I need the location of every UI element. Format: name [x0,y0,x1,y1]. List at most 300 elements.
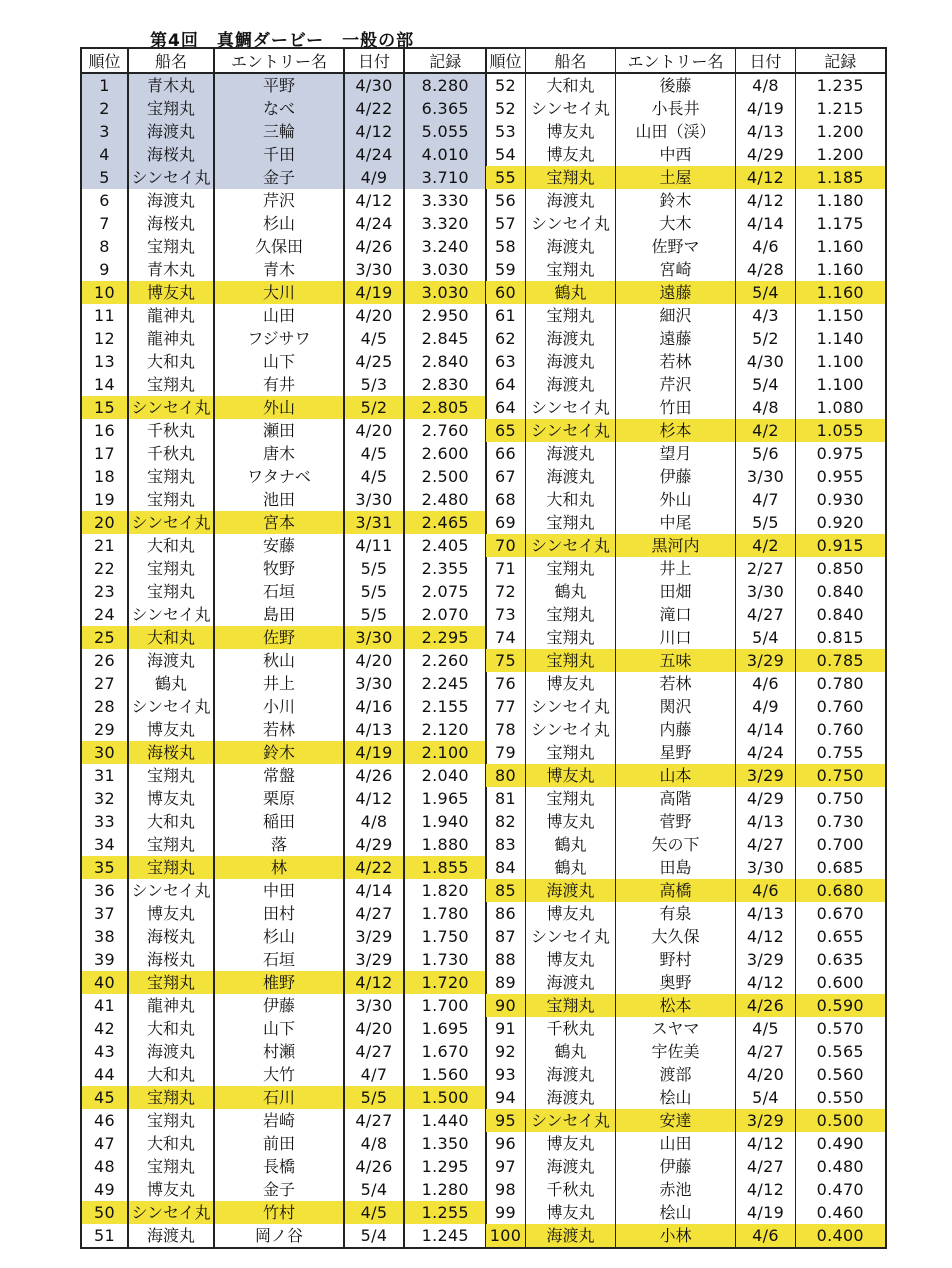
cell-date: 5/4 [736,1086,796,1109]
cell-entrant: 後藤 [616,73,736,97]
results-table-left [80,47,487,1249]
cell-date: 4/12 [736,925,796,948]
table-row [81,235,486,258]
table-row [486,626,886,649]
cell-entrant: 大木 [616,212,736,235]
table-row [81,718,486,741]
cell-entrant: 久保田 [214,235,344,258]
table-row [81,189,486,212]
table-row [486,304,886,327]
table-row [81,212,486,235]
cell-date: 4/25 [344,350,404,373]
cell-date: 4/8 [344,810,404,833]
cell-boat: 海渡丸 [128,1224,214,1248]
cell-entrant: 竹村 [214,1201,344,1224]
cell-boat: 海桜丸 [128,948,214,971]
table-row [81,511,486,534]
cell-rank: 47 [81,1132,128,1155]
table-row [486,212,886,235]
cell-rank: 56 [486,189,526,212]
cell-rank: 88 [486,948,526,971]
cell-record: 0.840 [796,580,886,603]
cell-date: 2/27 [736,557,796,580]
cell-date: 4/27 [736,833,796,856]
table-row [81,419,486,442]
cell-record: 1.160 [796,258,886,281]
cell-entrant: 田畑 [616,580,736,603]
cell-boat: 宝翔丸 [128,465,214,488]
cell-boat: 大和丸 [526,73,616,97]
cell-entrant: 安藤 [214,534,344,557]
table-row [81,350,486,373]
cell-rank: 55 [486,166,526,189]
table-row [81,143,486,166]
cell-boat: 宝翔丸 [128,764,214,787]
cell-date: 5/2 [344,396,404,419]
table-row [81,603,486,626]
cell-date: 3/29 [736,948,796,971]
cell-boat: 海渡丸 [526,971,616,994]
table-row [81,120,486,143]
cell-boat: 大和丸 [128,534,214,557]
cell-entrant: 中西 [616,143,736,166]
table-row [81,304,486,327]
cell-record: 0.815 [796,626,886,649]
table-row [486,787,886,810]
table-row [486,189,886,212]
cell-rank: 80 [486,764,526,787]
table-row [81,1155,486,1178]
cell-date: 4/5 [344,465,404,488]
table-row [81,695,486,718]
cell-entrant: 山田 [616,1132,736,1155]
cell-rank: 6 [81,189,128,212]
cell-boat: シンセイ丸 [526,925,616,948]
cell-entrant: 井上 [616,557,736,580]
cell-entrant: 川口 [616,626,736,649]
cell-entrant: 滝口 [616,603,736,626]
table-header [486,48,886,73]
cell-entrant: 鈴木 [214,741,344,764]
table-row [486,327,886,350]
cell-rank: 72 [486,580,526,603]
cell-boat: 博友丸 [128,718,214,741]
cell-rank: 100 [486,1224,526,1248]
cell-date: 4/2 [736,534,796,557]
cell-date: 3/30 [344,626,404,649]
cell-rank: 13 [81,350,128,373]
cell-date: 3/30 [736,580,796,603]
cell-record: 1.350 [404,1132,486,1155]
cell-date: 4/13 [736,120,796,143]
cell-entrant: 杉本 [616,419,736,442]
cell-record: 0.500 [796,1109,886,1132]
cell-record: 1.245 [404,1224,486,1248]
cell-record: 2.100 [404,741,486,764]
cell-entrant: 高橋 [616,879,736,902]
cell-rank: 20 [81,511,128,534]
cell-entrant: 芹沢 [616,373,736,396]
cell-record: 2.830 [404,373,486,396]
cell-record: 0.730 [796,810,886,833]
cell-entrant: なべ [214,97,344,120]
cell-record: 0.920 [796,511,886,534]
cell-rank: 43 [81,1040,128,1063]
cell-boat: 海桜丸 [128,741,214,764]
cell-record: 2.120 [404,718,486,741]
table-row [486,1178,886,1201]
cell-entrant: 矢の下 [616,833,736,856]
cell-record: 1.820 [404,879,486,902]
cell-record: 2.840 [404,350,486,373]
cell-rank: 75 [486,649,526,672]
cell-rank: 98 [486,1178,526,1201]
cell-date: 4/20 [344,419,404,442]
cell-boat: 海渡丸 [526,1224,616,1248]
table-row [81,833,486,856]
header-entrant: エントリー名 [214,48,344,73]
cell-record: 0.400 [796,1224,886,1248]
table-row [81,396,486,419]
cell-record: 0.550 [796,1086,886,1109]
cell-boat: 博友丸 [128,1178,214,1201]
cell-rank: 49 [81,1178,128,1201]
cell-boat: 青木丸 [128,258,214,281]
table-row [486,281,886,304]
cell-entrant: 三輪 [214,120,344,143]
cell-date: 4/28 [736,258,796,281]
table-row [81,488,486,511]
table-row [486,557,886,580]
cell-record: 0.785 [796,649,886,672]
header-entrant: エントリー名 [616,48,736,73]
cell-record: 1.055 [796,419,886,442]
header-rank: 順位 [81,48,128,73]
cell-date: 3/30 [736,465,796,488]
cell-entrant: 金子 [214,1178,344,1201]
cell-rank: 26 [81,649,128,672]
cell-entrant: 関沢 [616,695,736,718]
table-row [486,718,886,741]
cell-date: 3/29 [344,925,404,948]
cell-date: 4/19 [344,741,404,764]
cell-entrant: 芹沢 [214,189,344,212]
cell-boat: 大和丸 [128,626,214,649]
table-row [486,534,886,557]
cell-entrant: 前田 [214,1132,344,1155]
cell-record: 1.160 [796,281,886,304]
table-row [81,258,486,281]
cell-entrant: 竹田 [616,396,736,419]
cell-boat: 宝翔丸 [526,304,616,327]
cell-boat: 海渡丸 [128,120,214,143]
table-row [486,948,886,971]
cell-boat: 宝翔丸 [526,557,616,580]
cell-rank: 41 [81,994,128,1017]
cell-entrant: 宇佐美 [616,1040,736,1063]
cell-boat: 宝翔丸 [526,166,616,189]
table-row [486,1017,886,1040]
cell-entrant: 五味 [616,649,736,672]
cell-boat: 宝翔丸 [128,1086,214,1109]
cell-date: 4/12 [344,971,404,994]
cell-record: 0.490 [796,1132,886,1155]
cell-date: 4/26 [344,764,404,787]
cell-record: 0.850 [796,557,886,580]
cell-rank: 63 [486,350,526,373]
cell-date: 3/30 [344,488,404,511]
cell-record: 1.720 [404,971,486,994]
cell-date: 4/14 [344,879,404,902]
page-title: 第4回 真鯛ダービー 一般の部 [150,31,415,51]
cell-entrant: 池田 [214,488,344,511]
table-row [486,695,886,718]
cell-boat: 鶴丸 [526,580,616,603]
cell-boat: 大和丸 [526,488,616,511]
table-row [81,971,486,994]
cell-record: 8.280 [404,73,486,97]
table-row [486,442,886,465]
table-row [486,833,886,856]
table-header [81,48,486,73]
table-row [81,626,486,649]
cell-boat: シンセイ丸 [128,695,214,718]
cell-boat: 海渡丸 [526,879,616,902]
cell-date: 4/9 [736,695,796,718]
cell-boat: 千秋丸 [526,1178,616,1201]
cell-boat: 海桜丸 [128,925,214,948]
cell-date: 4/30 [344,73,404,97]
table-row [81,1224,486,1248]
cell-date: 4/12 [344,120,404,143]
table-row [486,994,886,1017]
header-boat: 船名 [526,48,616,73]
cell-entrant: 椎野 [214,971,344,994]
cell-rank: 62 [486,327,526,350]
cell-entrant: 山下 [214,350,344,373]
cell-rank: 66 [486,442,526,465]
table-row [81,442,486,465]
cell-boat: 海渡丸 [526,1086,616,1109]
cell-boat: シンセイ丸 [526,534,616,557]
table-row [81,1201,486,1224]
cell-boat: 龍神丸 [128,304,214,327]
cell-entrant: 牧野 [214,557,344,580]
cell-record: 0.760 [796,718,886,741]
cell-rank: 1 [81,73,128,97]
cell-boat: 博友丸 [526,902,616,925]
cell-record: 2.260 [404,649,486,672]
cell-boat: 大和丸 [128,1063,214,1086]
cell-record: 2.245 [404,672,486,695]
cell-rank: 73 [486,603,526,626]
cell-record: 2.480 [404,488,486,511]
cell-entrant: 赤池 [616,1178,736,1201]
header-record: 記録 [796,48,886,73]
cell-rank: 59 [486,258,526,281]
cell-rank: 46 [81,1109,128,1132]
cell-rank: 97 [486,1155,526,1178]
cell-entrant: 伊藤 [214,994,344,1017]
cell-record: 1.280 [404,1178,486,1201]
cell-date: 5/4 [736,626,796,649]
cell-record: 2.295 [404,626,486,649]
cell-entrant: 常盤 [214,764,344,787]
cell-rank: 52 [486,97,526,120]
cell-record: 1.180 [796,189,886,212]
cell-entrant: 小長井 [616,97,736,120]
cell-date: 5/4 [736,373,796,396]
cell-record: 3.710 [404,166,486,189]
cell-record: 0.700 [796,833,886,856]
cell-boat: 宝翔丸 [128,856,214,879]
cell-date: 4/27 [344,1040,404,1063]
table-row [486,396,886,419]
cell-date: 3/29 [736,764,796,787]
cell-boat: 宝翔丸 [526,787,616,810]
cell-date: 4/6 [736,1224,796,1248]
header-boat: 船名 [128,48,214,73]
cell-boat: 龍神丸 [128,994,214,1017]
cell-rank: 51 [81,1224,128,1248]
cell-boat: 海渡丸 [526,465,616,488]
cell-record: 2.075 [404,580,486,603]
cell-record: 2.805 [404,396,486,419]
cell-entrant: 野村 [616,948,736,971]
cell-rank: 25 [81,626,128,649]
cell-boat: シンセイ丸 [128,1201,214,1224]
cell-rank: 45 [81,1086,128,1109]
cell-date: 4/24 [736,741,796,764]
cell-record: 1.160 [796,235,886,258]
cell-rank: 89 [486,971,526,994]
table-row [486,1040,886,1063]
table-row [486,856,886,879]
cell-date: 5/5 [736,511,796,534]
header-date: 日付 [736,48,796,73]
table-row [81,810,486,833]
table-row [81,97,486,120]
cell-entrant: 細沢 [616,304,736,327]
cell-rank: 36 [81,879,128,902]
cell-date: 4/13 [736,902,796,925]
table-row [486,1224,886,1248]
cell-rank: 28 [81,695,128,718]
cell-entrant: 松本 [616,994,736,1017]
cell-record: 0.670 [796,902,886,925]
cell-date: 4/20 [344,304,404,327]
cell-entrant: 石川 [214,1086,344,1109]
cell-rank: 69 [486,511,526,534]
results-table-right [485,47,887,1249]
cell-entrant: 稲田 [214,810,344,833]
cell-record: 2.845 [404,327,486,350]
cell-boat: 海渡丸 [526,235,616,258]
cell-date: 4/5 [344,327,404,350]
cell-date: 4/7 [736,488,796,511]
cell-date: 4/2 [736,419,796,442]
header-record: 記録 [404,48,486,73]
cell-boat: 海渡丸 [526,373,616,396]
cell-rank: 85 [486,879,526,902]
cell-record: 3.030 [404,281,486,304]
cell-rank: 14 [81,373,128,396]
table-row [486,925,886,948]
cell-boat: 大和丸 [128,350,214,373]
cell-entrant: 外山 [214,396,344,419]
cell-rank: 67 [486,465,526,488]
cell-date: 3/30 [344,672,404,695]
cell-entrant: 岩崎 [214,1109,344,1132]
cell-record: 0.560 [796,1063,886,1086]
cell-date: 4/19 [736,97,796,120]
cell-entrant: 大久保 [616,925,736,948]
cell-date: 4/16 [344,695,404,718]
cell-boat: 千秋丸 [128,419,214,442]
cell-date: 4/6 [736,879,796,902]
cell-boat: 博友丸 [128,787,214,810]
cell-record: 1.175 [796,212,886,235]
table-row [81,1086,486,1109]
cell-boat: 宝翔丸 [128,488,214,511]
cell-record: 0.760 [796,695,886,718]
cell-rank: 71 [486,557,526,580]
cell-date: 5/4 [344,1178,404,1201]
cell-rank: 48 [81,1155,128,1178]
cell-boat: 宝翔丸 [526,994,616,1017]
table-row [486,1063,886,1086]
cell-rank: 17 [81,442,128,465]
cell-boat: 海渡丸 [526,1155,616,1178]
cell-rank: 16 [81,419,128,442]
cell-entrant: 若林 [616,672,736,695]
cell-boat: 大和丸 [128,810,214,833]
cell-boat: 博友丸 [526,1132,616,1155]
cell-rank: 93 [486,1063,526,1086]
cell-record: 0.955 [796,465,886,488]
cell-record: 1.185 [796,166,886,189]
cell-boat: 宝翔丸 [526,258,616,281]
cell-entrant: 井上 [214,672,344,695]
table-row [486,902,886,925]
cell-record: 0.750 [796,764,886,787]
cell-rank: 33 [81,810,128,833]
cell-record: 1.200 [796,143,886,166]
table-row [81,1178,486,1201]
cell-record: 1.235 [796,73,886,97]
cell-entrant: 黒河内 [616,534,736,557]
cell-entrant: 星野 [616,741,736,764]
cell-boat: 海渡丸 [128,649,214,672]
cell-date: 4/26 [736,994,796,1017]
cell-entrant: 伊藤 [616,465,736,488]
table-row [486,73,886,97]
cell-boat: 博友丸 [526,120,616,143]
cell-boat: 鶴丸 [526,281,616,304]
cell-entrant: 小川 [214,695,344,718]
cell-record: 5.055 [404,120,486,143]
cell-date: 3/29 [736,649,796,672]
cell-entrant: 石垣 [214,948,344,971]
cell-boat: 宝翔丸 [526,626,616,649]
cell-entrant: 瀬田 [214,419,344,442]
cell-boat: 海渡丸 [526,1063,616,1086]
cell-rank: 44 [81,1063,128,1086]
cell-entrant: 中田 [214,879,344,902]
cell-record: 1.880 [404,833,486,856]
cell-date: 4/29 [344,833,404,856]
table-row [486,1155,886,1178]
